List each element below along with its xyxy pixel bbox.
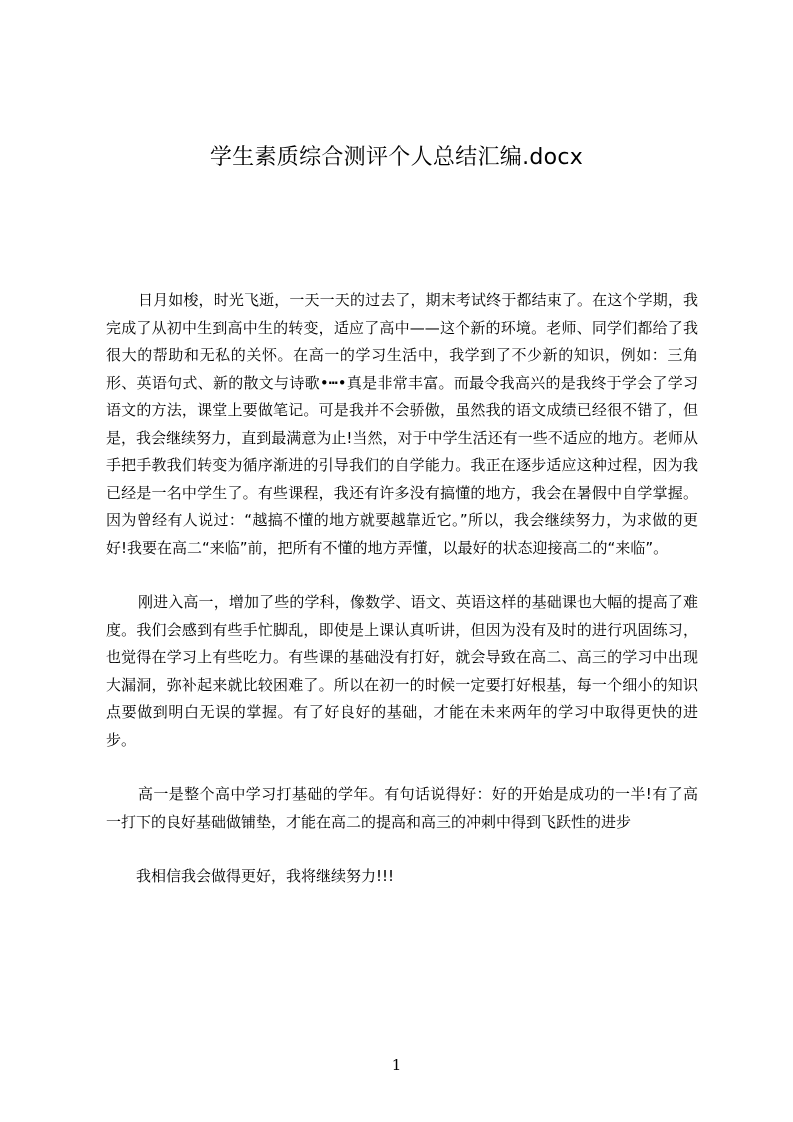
page-number: 1 bbox=[391, 1056, 402, 1074]
paragraph-1: 日月如梭，时光飞逝，一天一天的过去了，期末考试终于都结束了。在这个学期，我完成了从初中生到高中生的转变，适应了高中——这个新的环境。老师、同学们都给了我很大的帮助和无私的关怀。在高一的学习生活中，我学到了不少新的知识，例如：三角形、英语句式、新的散文与诗歌•┅•真是非常丰富。而最令我高兴的是我终于学会了学习语文的方法，课堂上要做笔记。可是我并不会骄傲，虽然我的语文成绩已经很不错了，但是，我会继续努力，直到最满意为止!当然，对于中学生活还有一些不适应的地方。老师从手把手教我们转变为循序渐进的引导我们的自学能力。我正在逐步适应这种过程，因为我已经是一名中学生了。有些课程，我还有许多没有搞懂的地方，我会在暑假中自学掌握。因为曾经有人说过：“越搞不懂的地方就要越靠近它。”所以，我会继续努力，为求做的更好!我要在高二“来临”前，把所有不懂的地方弄懂，以最好的状态迎接高二的“来临”。 bbox=[106, 291, 698, 557]
document-title: 学生素质综合测评个人总结汇编.docx bbox=[209, 145, 584, 170]
paragraph-3: 高一是整个高中学习打基础的学年。有句话说得好：好的开始是成功的一半!有了高一打下的良好基础做铺垫，才能在高二的提高和高三的冲刺中得到飞跃性的进步 bbox=[106, 785, 698, 831]
paragraph-2: 刚进入高一，增加了些的学科，像数学、语文、英语这样的基础课也大幅的提高了难度。我们会感到有些手忙脚乱，即使是上课认真听讲，但因为没有及时的进行巩固练习，也觉得在学习上有些吃力。有些课的基础没有打好，就会导致在高二、高三的学习中出现大漏洞，弥补起来就比较困难了。所以在初一的时候一定要打好根基，每一个细小的知识点要做到明白无误的掌握。有了好良好的基础，才能在未来两年的学习中取得更快的进步。 bbox=[106, 593, 698, 749]
paragraph-4: 我相信我会做得更好，我将继续努力!!! bbox=[136, 867, 395, 885]
document-body bbox=[106, 287, 698, 918]
